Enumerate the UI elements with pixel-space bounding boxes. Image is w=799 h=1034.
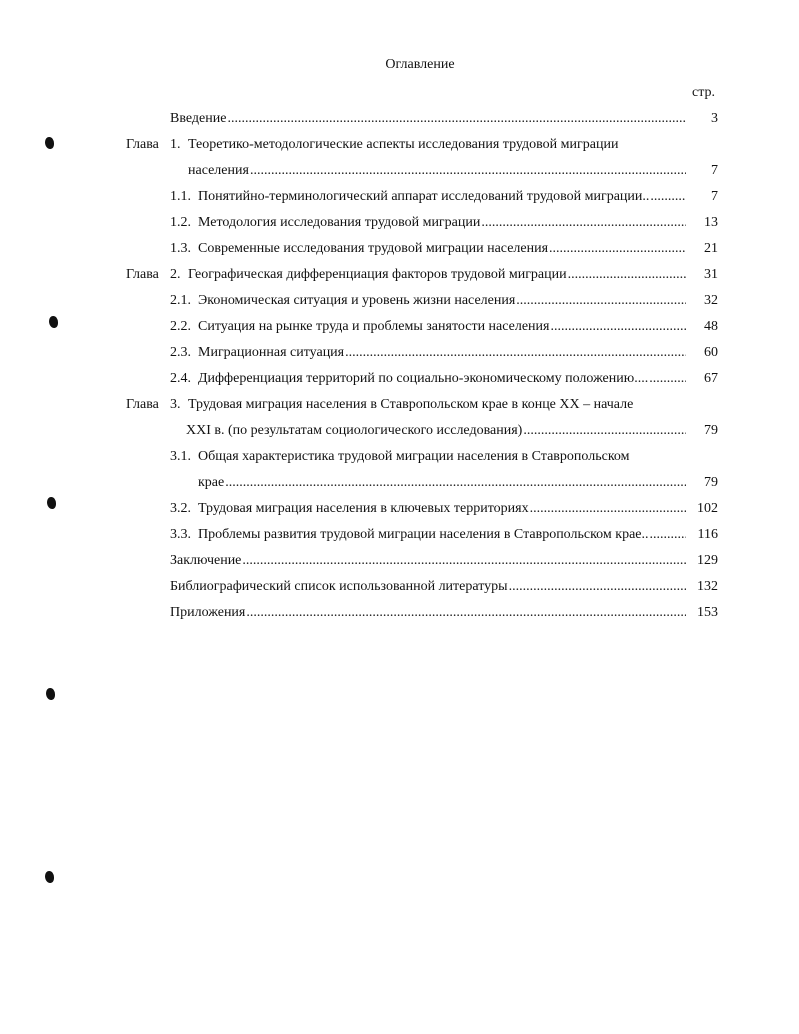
- toc-page-number[interactable]: 79: [704, 423, 718, 438]
- toc-entry-title[interactable]: Методология исследования трудовой миграции: [198, 215, 481, 230]
- toc-page-number[interactable]: 79: [704, 475, 718, 490]
- toc-entry-title[interactable]: Трудовая миграция населения в ключевых территориях: [198, 501, 529, 516]
- toc-entry-number: 3.2.: [170, 501, 191, 516]
- toc-page-number[interactable]: 21: [704, 241, 718, 256]
- toc-page-number[interactable]: 60: [704, 345, 718, 360]
- toc-leader-dots: [246, 605, 686, 625]
- toc-entry-title[interactable]: Теоретико-методологические аспекты исследования трудовой миграции: [188, 137, 619, 152]
- toc-line: [0, 423, 799, 445]
- toc-line: [0, 605, 799, 627]
- toc-leader-dots: [650, 527, 687, 547]
- toc-entry-number: 3.1.: [170, 449, 191, 464]
- toc-line: [0, 163, 799, 185]
- toc-line: [0, 293, 799, 315]
- toc-entry-number: 2.1.: [170, 293, 191, 308]
- toc-entry-number: 3.3.: [170, 527, 191, 542]
- toc-entry-title[interactable]: XXI в. (по результатам социологического исследования): [186, 423, 523, 438]
- toc-line: [0, 345, 799, 367]
- toc-entry-number: 1.3.: [170, 241, 191, 256]
- toc-leader-dots: [242, 553, 686, 573]
- toc-entry-title[interactable]: населения: [188, 163, 249, 178]
- toc-leader-dots: [649, 371, 686, 391]
- toc-page-number[interactable]: 7: [711, 163, 718, 178]
- binding-hole-mark: [49, 316, 58, 328]
- toc-line: [0, 319, 799, 341]
- toc-chapter-prefix: Глава: [126, 137, 159, 152]
- toc-leader-dots: [250, 163, 686, 183]
- binding-hole-mark: [47, 497, 56, 509]
- toc-leader-dots: [345, 345, 686, 365]
- toc-entry-number: 2.2.: [170, 319, 191, 334]
- toc-line: [0, 553, 799, 575]
- toc-line: [0, 189, 799, 211]
- toc-line: [0, 397, 799, 419]
- toc-leader-dots: [650, 189, 686, 209]
- toc-entry-number: 2.: [170, 267, 181, 282]
- toc-entry-title[interactable]: Понятийно-терминологический аппарат исследований трудовой миграции..: [198, 189, 650, 204]
- toc-line: [0, 241, 799, 263]
- toc-leader-dots: [516, 293, 686, 313]
- toc-entry-title[interactable]: Ситуация на рынке труда и проблемы занятости населения: [198, 319, 550, 334]
- toc-entry-title[interactable]: Современные исследования трудовой миграции населения: [198, 241, 549, 256]
- toc-line: [0, 579, 799, 601]
- toc-page-number[interactable]: 116: [697, 527, 718, 542]
- toc-entry-title[interactable]: Библиографический список использованной литературы: [170, 579, 508, 594]
- toc-line: [0, 215, 799, 237]
- toc-chapter-prefix: Глава: [126, 397, 159, 412]
- toc-entry-number: 2.3.: [170, 345, 191, 360]
- toc-leader-dots: [509, 579, 686, 599]
- toc-entry-title[interactable]: Дифференциация территорий по социально-экономическому положению....: [198, 371, 649, 386]
- toc-leader-dots: [568, 267, 686, 287]
- toc-page-number[interactable]: 102: [697, 501, 718, 516]
- page-title: Оглавление: [385, 57, 455, 72]
- page-column-label: стр.: [692, 85, 716, 100]
- toc-page-number[interactable]: 3: [711, 111, 718, 126]
- toc-leader-dots: [530, 501, 686, 521]
- binding-hole-mark: [46, 688, 55, 700]
- toc-entry-title[interactable]: Трудовая миграция населения в Ставропольском крае в конце XX – начале: [188, 397, 634, 412]
- toc-page-number[interactable]: 13: [704, 215, 718, 230]
- toc-line: [0, 111, 799, 133]
- toc-entry-title[interactable]: Экономическая ситуация и уровень жизни населения: [198, 293, 516, 308]
- toc-line: [0, 475, 799, 497]
- toc-entry-number: 3.: [170, 397, 181, 412]
- toc-entry-title[interactable]: Приложения: [170, 605, 246, 620]
- toc-leader-dots: [481, 215, 686, 235]
- toc-line: [0, 527, 799, 549]
- toc-entry-number: 2.4.: [170, 371, 191, 386]
- toc-line: [0, 267, 799, 289]
- toc-page-number[interactable]: 7: [711, 189, 718, 204]
- toc-leader-dots: [523, 423, 686, 443]
- toc-entry-number: 1.: [170, 137, 181, 152]
- toc-chapter-prefix: Глава: [126, 267, 159, 282]
- toc-entry-title[interactable]: Проблемы развития трудовой миграции населения в Ставропольском крае..: [198, 527, 649, 542]
- toc-entry-title[interactable]: Географическая дифференциация факторов трудовой миграции: [188, 267, 567, 282]
- toc-page-number[interactable]: 67: [704, 371, 718, 386]
- toc-page-number[interactable]: 129: [697, 553, 718, 568]
- toc-entry-title[interactable]: крае: [198, 475, 225, 490]
- toc-entry-title[interactable]: Миграционная ситуация: [198, 345, 345, 360]
- binding-hole-mark: [45, 871, 54, 883]
- toc-page-number[interactable]: 48: [704, 319, 718, 334]
- toc-entry-title[interactable]: Заключение: [170, 553, 242, 568]
- toc-entry-title[interactable]: Введение: [170, 111, 227, 126]
- toc-leader-dots: [550, 319, 686, 339]
- toc-entry-number: 1.1.: [170, 189, 191, 204]
- toc-line: [0, 137, 799, 159]
- toc-line: [0, 371, 799, 393]
- toc-line: [0, 501, 799, 523]
- toc-page-number[interactable]: 32: [704, 293, 718, 308]
- binding-hole-mark: [45, 137, 54, 149]
- toc-entry-title[interactable]: Общая характеристика трудовой миграции населения в Ставропольском: [198, 449, 630, 464]
- toc-leader-dots: [549, 241, 686, 261]
- toc-leader-dots: [227, 111, 686, 131]
- toc-page-number[interactable]: 132: [697, 579, 718, 594]
- toc-leader-dots: [225, 475, 686, 495]
- toc-line: [0, 449, 799, 471]
- toc-page-number[interactable]: 153: [697, 605, 718, 620]
- toc-entry-number: 1.2.: [170, 215, 191, 230]
- toc-page-number[interactable]: 31: [704, 267, 718, 282]
